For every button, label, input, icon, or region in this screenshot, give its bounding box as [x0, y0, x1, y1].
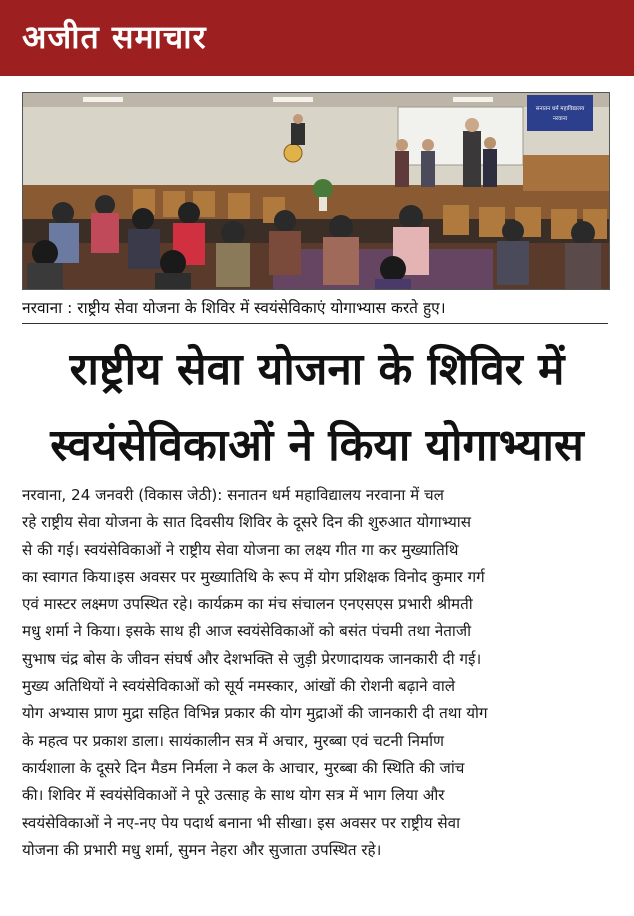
headline-line-2: स्वयंसेविकाओं ने किया योगाभ्यास	[50, 420, 584, 471]
article-line: नरवाना, 24 जनवरी (विकास जेठी): सनातन धर्म महाविद्यालय नरवाना में चल	[22, 486, 444, 504]
article-line: स्वयंसेविकाओं ने नए-नए पेय पदार्थ बनाना भी सीखा। इस अवसर पर राष्ट्रीय सेवा	[22, 813, 460, 832]
article-line: से की गई। स्वयंसेविकाओं ने राष्ट्रीय सेवा योजना का लक्ष्य गीत गा कर मुख्यातिथि	[22, 540, 459, 559]
article-headline	[22, 332, 612, 484]
news-photo	[22, 92, 610, 290]
article-line: रहे राष्ट्रीय सेवा योजना के सात दिवसीय शिविर के दूसरे दिन की शुरुआत योगाभ्यास	[22, 513, 472, 532]
newspaper-name: अजीत समाचार	[22, 18, 207, 56]
article-line: योजना की प्रभारी मधु शर्मा, सुमन नेहरा और सुजाता उपस्थित रहे।	[22, 840, 382, 859]
article-line: योग अभ्यास प्राण मुद्रा सहित विभिन्न प्रकार की योग मुद्राओं की जानकारी दी तथा योग	[22, 704, 488, 723]
article-line: एवं मास्टर लक्ष्मण उपस्थित रहे। कार्यक्रम का मंच संचालन एनएसएस प्रभारी श्रीमती	[22, 595, 473, 614]
newspaper-masthead	[0, 0, 634, 76]
article-line: की। शिविर में स्वयंसेविकाओं ने पूरे उत्साह के साथ योग सत्र में भाग लिया और	[22, 786, 445, 805]
article-line: मुख्य अतिथियों ने स्वयंसेविकाओं को सूर्य नमस्कार, आंखों की रोशनी बढ़ाने वाले	[22, 677, 456, 696]
headline-line-1: राष्ट्रीय सेवा योजना के शिविर में	[69, 344, 565, 395]
article-line: सुभाष चंद्र बोस के जीवन संघर्ष और देशभक्ति से जुड़ी प्रेरणादायक जानकारी दी गई।	[22, 649, 482, 668]
college-banner	[527, 95, 593, 131]
photo-caption: नरवाना : राष्ट्रीय सेवा योजना के शिविर में स्वयंसेविकाएं योगाभ्यास करते हुए।	[22, 293, 608, 324]
article-line: कार्यशाला के दूसरे दिन मैडम निर्मला ने कल के आचार, मुरब्बा की स्थिति की जांच	[22, 758, 465, 777]
article-body	[22, 482, 614, 864]
banner-line-2: नरवाना	[552, 116, 568, 122]
banner-line-1: सनातन धर्म महाविद्यालय	[535, 106, 585, 112]
article-line: मधु शर्मा ने किया। इसके साथ ही आज स्वयंसेविकाओं को बसंत पंचमी तथा नेताजी	[22, 622, 472, 641]
article-line: के महत्व पर प्रकाश डाला। सायंकालीन सत्र में अचार, मुरब्बा एवं चटनी निर्माण	[22, 731, 444, 750]
yoga-camp-photo	[23, 93, 609, 289]
article-line: का स्वागत किया।इस अवसर पर मुख्यातिथि के रूप में योग प्रशिक्षक विनोद कुमार गर्ग	[22, 567, 485, 586]
